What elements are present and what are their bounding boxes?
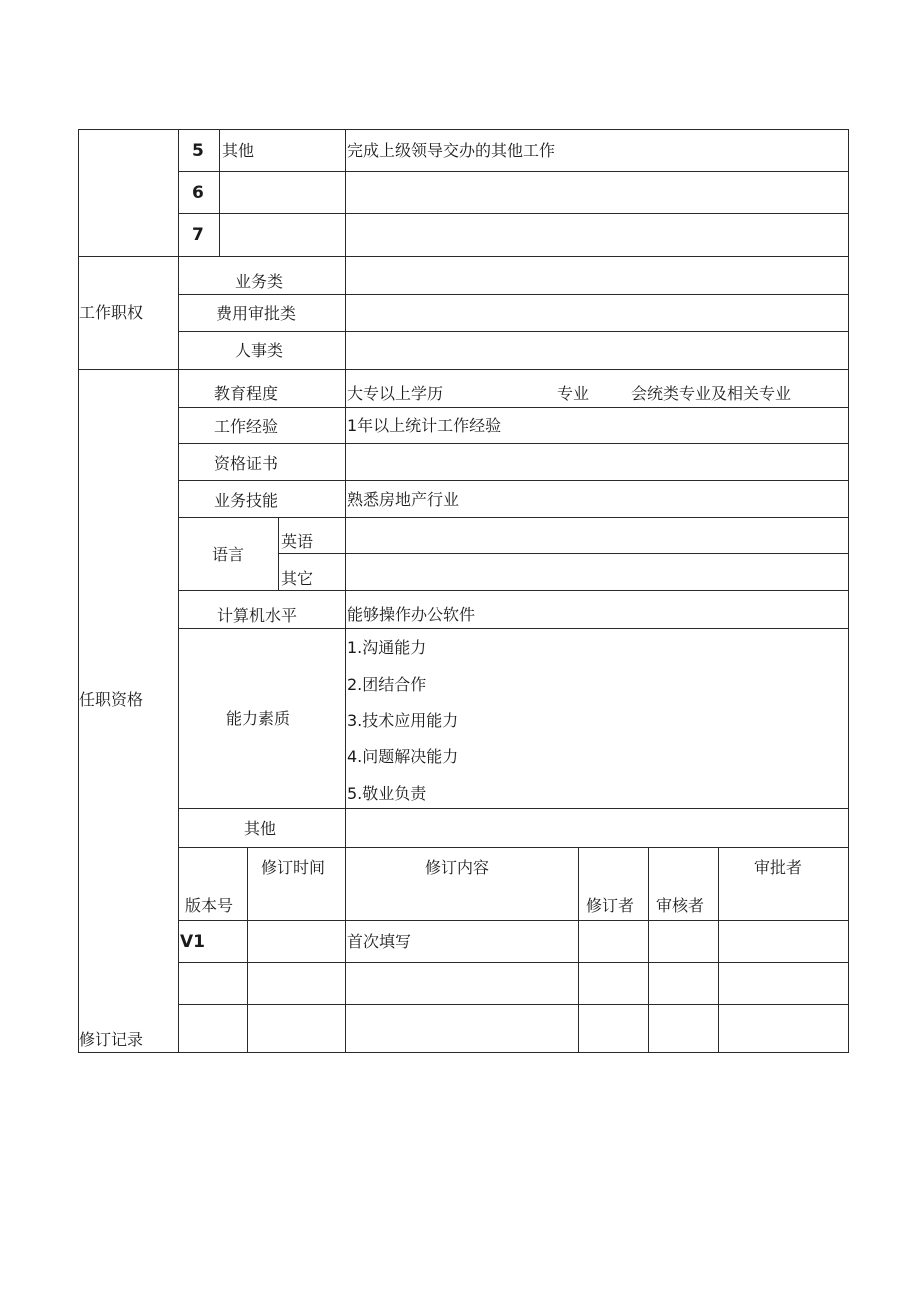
- table-divider: [178, 808, 849, 809]
- table-divider: [178, 847, 179, 1053]
- authority-expense-label: 费用审批类: [216, 304, 297, 323]
- table-divider: [178, 920, 849, 921]
- table-divider: [178, 129, 179, 257]
- duty-number: 7: [192, 225, 204, 245]
- revision-content-cell: 首次填写: [347, 932, 412, 951]
- table-divider: [345, 847, 346, 1053]
- qualifications-section-label: 任职资格: [79, 690, 144, 709]
- competency-item: 1.沟通能力: [347, 638, 427, 657]
- authority-section-label: 工作职权: [79, 303, 144, 322]
- table-divider: [178, 331, 849, 332]
- table-divider: [178, 256, 179, 369]
- revision-version-cell: V1: [180, 932, 205, 952]
- table-divider: [345, 369, 346, 848]
- competency-item: 5.敬业负责: [347, 784, 427, 803]
- table-divider: [247, 847, 248, 1053]
- table-divider: [178, 171, 849, 172]
- revision-header-reviewer: 审核者: [656, 896, 705, 915]
- computer-level-value: 能够操作办公软件: [347, 605, 476, 624]
- language-label: 语言: [212, 545, 245, 564]
- certificate-label: 资格证书: [214, 454, 279, 473]
- table-divider: [178, 443, 849, 444]
- competency-item: 3.技术应用能力: [347, 711, 459, 730]
- table-divider: [178, 590, 849, 591]
- experience-label: 工作经验: [214, 417, 279, 436]
- duty-number: 6: [192, 183, 204, 203]
- table-divider: [345, 256, 346, 369]
- table-divider: [278, 553, 849, 554]
- table-divider: [178, 294, 849, 295]
- revision-section-label: 修订记录: [79, 1030, 144, 1049]
- competency-item: 4.问题解决能力: [347, 747, 459, 766]
- skills-label: 业务技能: [214, 491, 279, 510]
- table-divider: [178, 213, 849, 214]
- revision-header-approver: 审批者: [754, 858, 803, 877]
- competency-label: 能力素质: [226, 709, 291, 728]
- section-divider: [78, 256, 849, 257]
- experience-value: 1年以上统计工作经验: [347, 416, 502, 435]
- table-divider: [178, 480, 849, 481]
- authority-hr-label: 人事类: [235, 341, 284, 360]
- table-divider: [178, 369, 179, 848]
- section-divider: [78, 369, 849, 370]
- computer-level-label: 计算机水平: [217, 606, 298, 625]
- table-divider: [178, 962, 849, 963]
- revision-header-reviser: 修订者: [586, 896, 635, 915]
- duty-name: 其他: [222, 141, 255, 160]
- table-divider: [718, 847, 719, 1053]
- table-divider: [578, 847, 579, 1053]
- table-divider: [178, 407, 849, 408]
- table-divider: [648, 847, 649, 1053]
- duty-description: 完成上级领导交办的其他工作: [347, 141, 556, 160]
- table-divider: [178, 847, 849, 848]
- major-label: 专业: [557, 384, 590, 403]
- language-english-label: 英语: [281, 532, 314, 551]
- revision-header-content: 修订内容: [425, 858, 490, 877]
- education-value: 大专以上学历: [347, 384, 444, 403]
- duty-number: 5: [192, 141, 204, 161]
- table-divider: [219, 129, 220, 257]
- competency-item: 2.团结合作: [347, 675, 427, 694]
- major-value: 会统类专业及相关专业: [631, 384, 792, 403]
- education-label: 教育程度: [214, 384, 279, 403]
- authority-business-label: 业务类: [235, 272, 284, 291]
- skills-value: 熟悉房地产行业: [347, 490, 460, 509]
- revision-header-version: 版本号: [185, 896, 234, 915]
- table-divider: [178, 1004, 849, 1005]
- table-divider: [178, 628, 849, 629]
- revision-header-time: 修订时间: [261, 858, 326, 877]
- qualifications-other-label: 其他: [244, 819, 277, 838]
- table-divider: [345, 129, 346, 257]
- language-other-label: 其它: [281, 569, 314, 588]
